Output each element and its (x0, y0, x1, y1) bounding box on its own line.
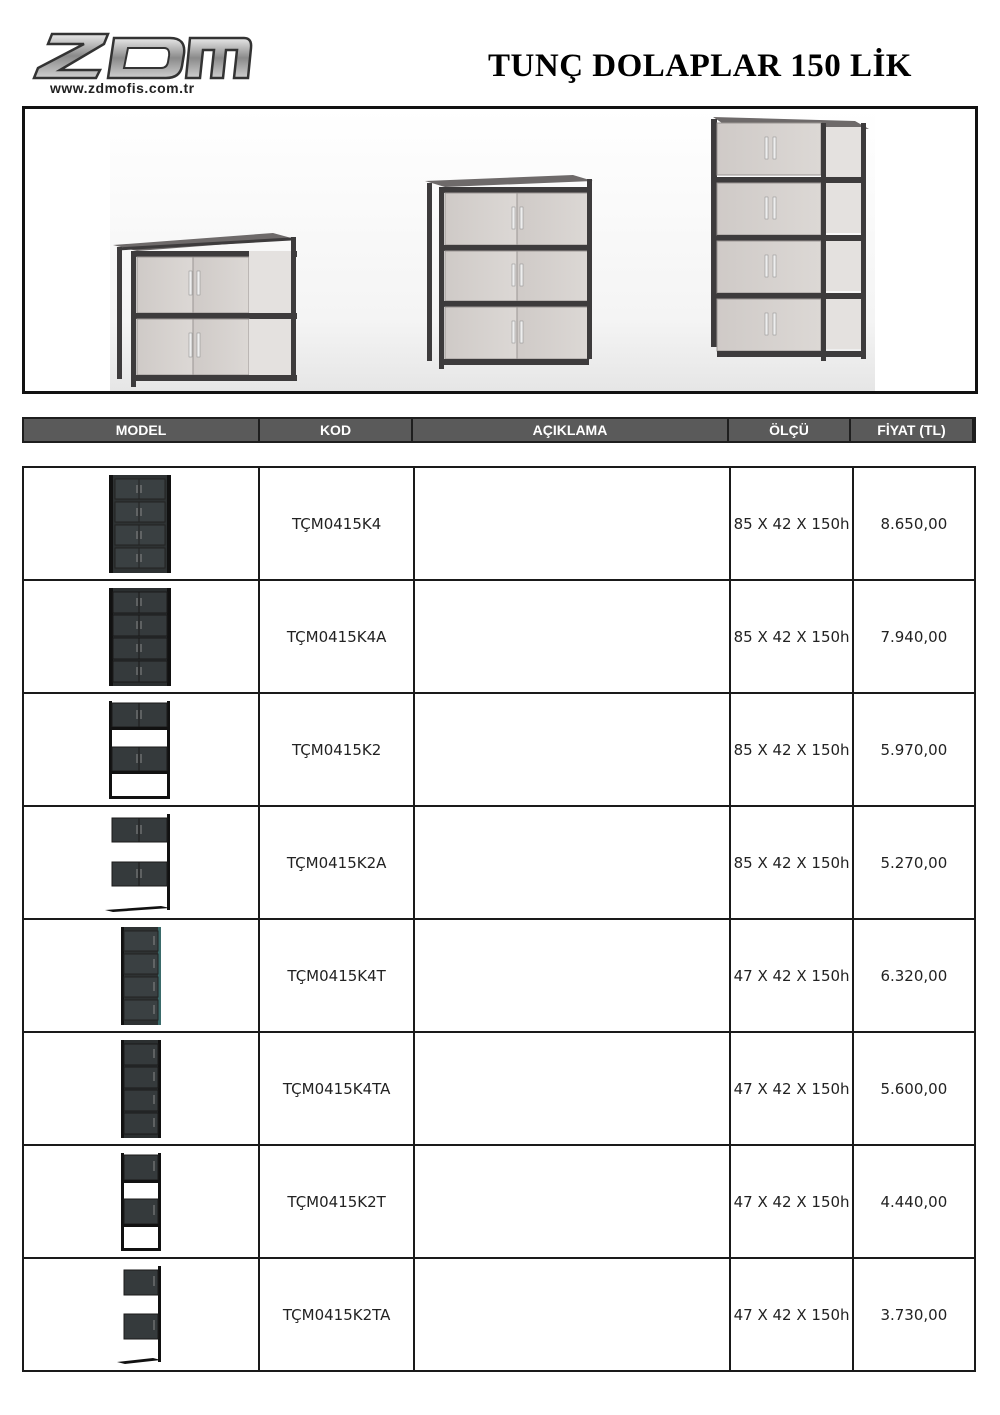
aciklama-cell (414, 1258, 731, 1371)
model-cell (23, 693, 259, 806)
fiyat-cell: 5.600,00 (853, 1032, 975, 1145)
fiyat-cell: 5.970,00 (853, 693, 975, 806)
page-title: TUNÇ DOLAPLAR 150 LİK (488, 48, 912, 84)
model-cell (23, 580, 259, 693)
kod-cell: TÇM0415K4A (259, 580, 413, 693)
kod-cell: TÇM0415K4 (259, 467, 413, 580)
model-cell (23, 1258, 259, 1371)
brand-logo (30, 30, 260, 105)
column-header-olcu: ÖLÇÜ (729, 419, 849, 441)
fiyat-cell: 5.270,00 (853, 806, 975, 919)
model-cell (23, 1145, 259, 1258)
narrow-cabinet-4-door-icon (111, 923, 171, 1029)
olcu-cell: 47 X 42 X 150h (730, 1145, 852, 1258)
table-row (23, 693, 975, 806)
table-row (23, 919, 975, 1032)
fiyat-cell: 8.650,00 (853, 467, 975, 580)
column-header-aciklama: AÇIKLAMA (413, 419, 727, 441)
aciklama-cell (414, 919, 731, 1032)
model-cell (23, 919, 259, 1032)
kod-cell: TÇM0415K2 (259, 693, 413, 806)
cabinets-render-icon (25, 109, 975, 391)
narrow-cabinet-4-door-closed-icon (111, 1036, 171, 1142)
aciklama-cell (414, 467, 731, 580)
cabinet-2-tier (113, 233, 297, 387)
kod-cell: TÇM0415K2TA (259, 1258, 413, 1371)
table-row (23, 1032, 975, 1145)
aciklama-cell (414, 806, 731, 919)
zdm-logo-icon (30, 30, 255, 82)
model-cell (23, 806, 259, 919)
model-cell (23, 467, 259, 580)
aciklama-cell (414, 1145, 731, 1258)
olcu-cell: 85 X 42 X 150h (730, 693, 852, 806)
kod-cell: TÇM0415K2A (259, 806, 413, 919)
table-row (23, 806, 975, 919)
table-row (23, 1258, 975, 1371)
narrow-cabinet-2-door-open-base-icon (111, 1149, 171, 1255)
aciklama-cell (414, 1032, 731, 1145)
table-row (23, 467, 975, 580)
product-table (22, 466, 976, 1372)
olcu-cell: 47 X 42 X 150h (730, 1258, 852, 1371)
hero-product-image (22, 106, 978, 394)
olcu-cell: 85 X 42 X 150h (730, 806, 852, 919)
olcu-cell: 85 X 42 X 150h (730, 467, 852, 580)
olcu-cell: 47 X 42 X 150h (730, 1032, 852, 1145)
cabinet-2-door-hanging-icon (101, 810, 181, 916)
aciklama-cell (414, 693, 731, 806)
table-row (23, 1145, 975, 1258)
olcu-cell: 47 X 42 X 150h (730, 919, 852, 1032)
fiyat-cell: 7.940,00 (853, 580, 975, 693)
column-header-kod: KOD (260, 419, 411, 441)
cabinet-4-door-closed-icon (101, 584, 181, 690)
cabinet-3-tier (425, 175, 593, 369)
table-header (22, 417, 976, 443)
aciklama-cell (414, 580, 731, 693)
column-header-fiyat: FİYAT (TL) (851, 419, 972, 441)
model-cell (23, 1032, 259, 1145)
fiyat-cell: 3.730,00 (853, 1258, 975, 1371)
cabinet-4-tier (711, 117, 869, 361)
kod-cell: TÇM0415K4T (259, 919, 413, 1032)
kod-cell: TÇM0415K4TA (259, 1032, 413, 1145)
table-row (23, 580, 975, 693)
narrow-cabinet-2-door-hanging-icon (111, 1262, 171, 1368)
website-url[interactable]: www.zdmofis.com.tr (50, 80, 195, 96)
cabinet-2-door-open-base-icon (101, 697, 181, 803)
kod-cell: TÇM0415K2T (259, 1145, 413, 1258)
fiyat-cell: 6.320,00 (853, 919, 975, 1032)
cabinet-4-door-full-icon (101, 471, 181, 577)
olcu-cell: 85 X 42 X 150h (730, 580, 852, 693)
column-header-model: MODEL (24, 419, 258, 441)
fiyat-cell: 4.440,00 (853, 1145, 975, 1258)
